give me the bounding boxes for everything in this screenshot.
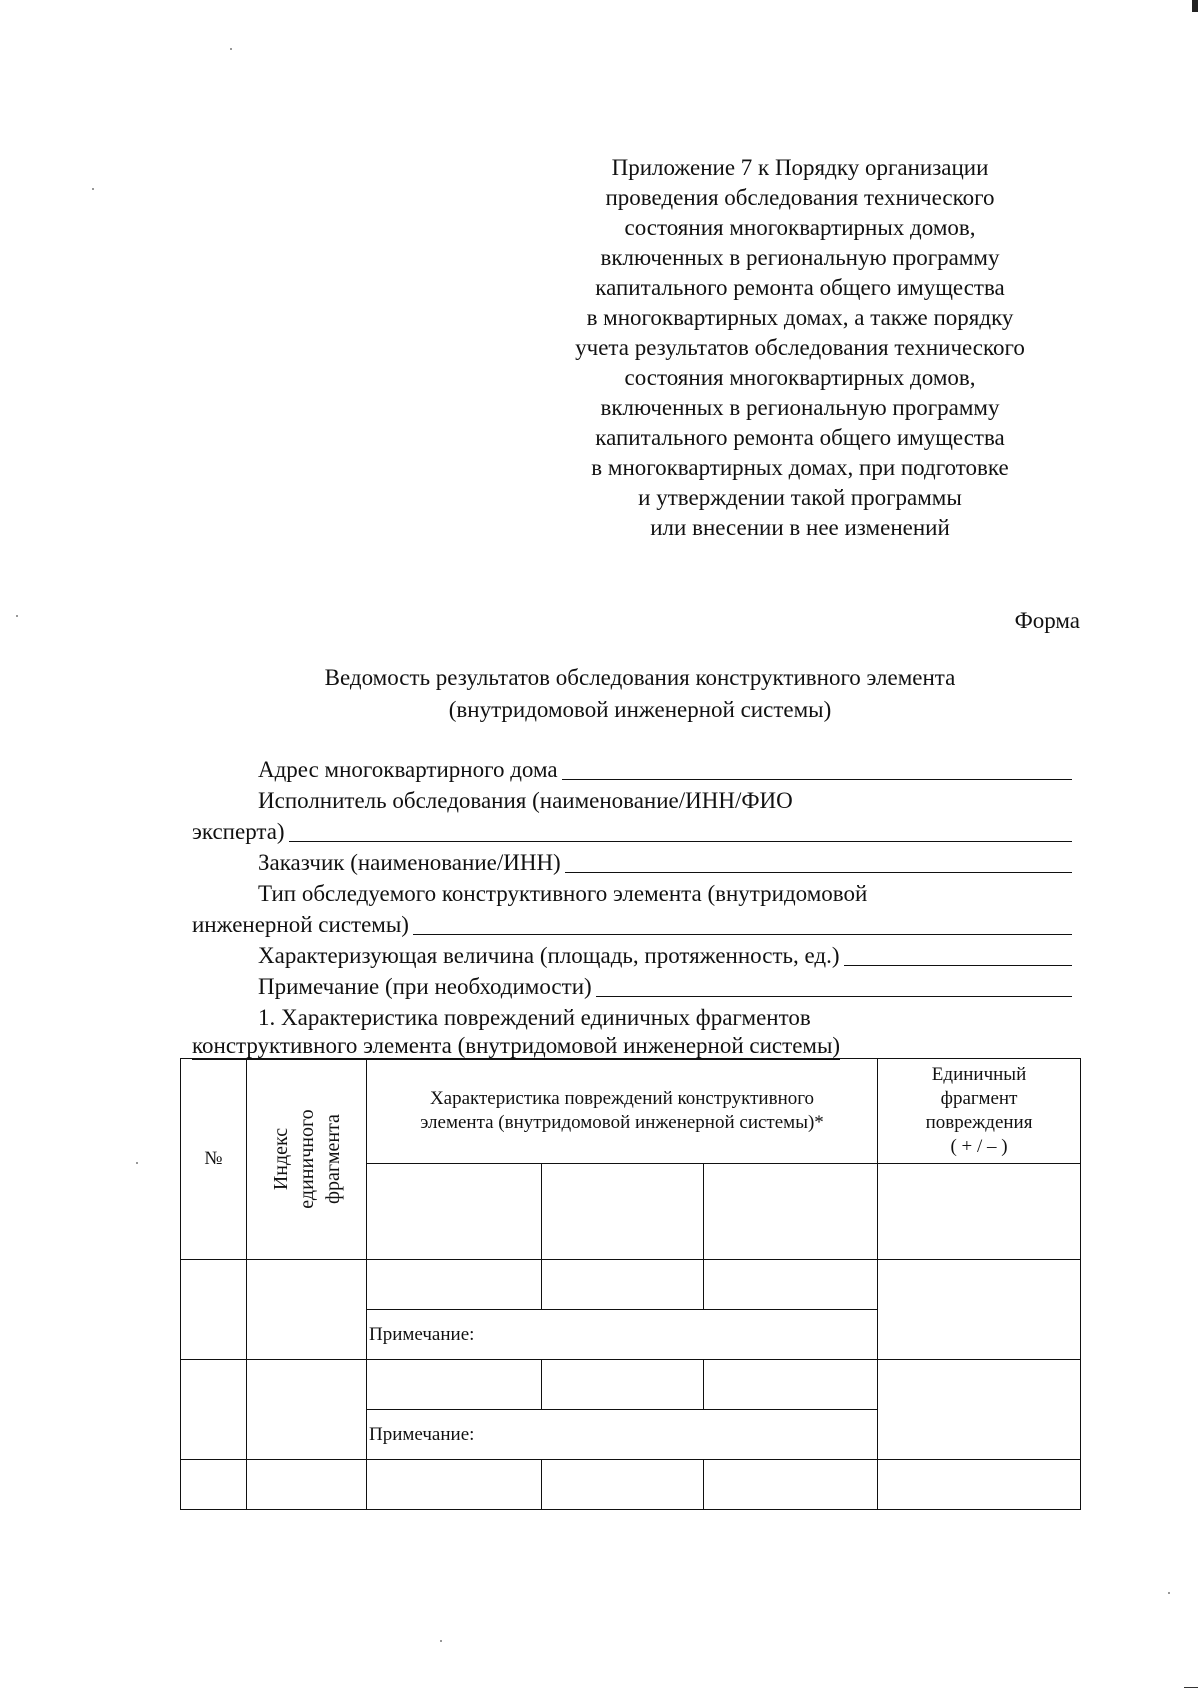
scan-speck <box>92 188 94 190</box>
appendix-line: включенных в региональную программу <box>600 245 1000 270</box>
appendix-line: состояния многоквартирных домов, <box>624 365 976 390</box>
number-header: № <box>204 1148 223 1169</box>
fragment-cell[interactable] <box>878 1460 1081 1510</box>
appendix-line: в многоквартирных домах, при подготовке <box>591 455 1009 480</box>
appendix-line: проведения обследования технического <box>605 185 995 210</box>
executor-blank-line[interactable] <box>289 819 1072 842</box>
type-field-row-2 <box>192 909 1072 940</box>
type-field-row-1 <box>192 878 1072 909</box>
characteristic-label: Характеризующая величина (площадь, протяженность, ед.) <box>258 943 840 968</box>
table-header-row <box>181 1059 1081 1164</box>
appendix-line: в многоквартирных домах, а также порядку <box>586 305 1014 330</box>
scan-speck <box>16 615 18 617</box>
title-line-2: (внутридомовой инженерной системы) <box>448 697 832 722</box>
damage-cell[interactable] <box>367 1460 542 1510</box>
damage-table <box>180 1058 1081 1510</box>
appendix-line: Приложение 7 к Порядку организации <box>611 155 989 180</box>
appendix-header <box>520 153 1080 543</box>
type-blank-line[interactable] <box>413 912 1072 935</box>
title-line-1: Ведомость результатов обследования конструктивного элемента <box>324 665 956 690</box>
damage-cell[interactable] <box>704 1260 878 1310</box>
fragment-cell[interactable] <box>878 1260 1081 1360</box>
index-cell[interactable] <box>247 1360 367 1460</box>
section1-heading-1: 1. Характеристика повреждений единичных фрагментов <box>258 1005 811 1030</box>
table-row <box>181 1460 1081 1510</box>
number-cell[interactable] <box>181 1260 247 1360</box>
executor-label-2: эксперта) <box>192 819 285 844</box>
address-field-row <box>192 754 1072 785</box>
damage-subcell[interactable] <box>704 1163 878 1259</box>
section1-heading-2: конструктивного элемента (внутридомовой инженерной системы) <box>192 1033 841 1058</box>
index-cell[interactable] <box>247 1260 367 1360</box>
damage-header-line-2: элемента (внутридомовой инженерной системы)* <box>420 1111 824 1133</box>
appendix-line: учета результатов обследования технического <box>575 335 1025 360</box>
table-row <box>181 1360 1081 1410</box>
executor-field-row-1 <box>192 785 1072 816</box>
fragment-subcell[interactable] <box>878 1163 1081 1259</box>
damage-cell[interactable] <box>367 1360 542 1410</box>
appendix-line: капитального ремонта общего имущества <box>595 425 1005 450</box>
index-cell[interactable] <box>247 1460 367 1510</box>
damage-cell[interactable] <box>704 1460 878 1510</box>
section1-heading-row-1 <box>192 1002 1072 1033</box>
form-label: Форма <box>1014 608 1080 633</box>
note-cell-label: Примечание: <box>369 1323 475 1345</box>
damage-subcell[interactable] <box>367 1163 542 1259</box>
appendix-line: состояния многоквартирных домов, <box>624 215 976 240</box>
damage-cell[interactable] <box>542 1260 704 1310</box>
executor-field-row-2 <box>192 816 1072 847</box>
fragment-header-cell: Единичный фрагмент повреждения ( + / – ) <box>878 1059 1081 1164</box>
scan-speck <box>136 1162 138 1164</box>
appendix-line: или внесении в нее изменений <box>650 515 950 540</box>
index-header: Индекс единичного фрагмента <box>269 1109 344 1209</box>
note-field-row <box>192 971 1072 1002</box>
characteristic-field-row <box>192 940 1072 971</box>
note-cell-label: Примечание: <box>369 1423 475 1445</box>
scan-edge-line <box>1184 1687 1198 1688</box>
damage-header-cell <box>367 1059 878 1164</box>
table-row <box>181 1260 1081 1310</box>
number-cell[interactable] <box>181 1360 247 1460</box>
fragment-cell[interactable] <box>878 1360 1081 1460</box>
customer-field-row <box>192 847 1072 878</box>
document-title <box>200 662 1080 726</box>
damage-cell[interactable] <box>704 1360 878 1410</box>
form-fields <box>192 754 1072 1064</box>
appendix-line: и утверждении такой программы <box>638 485 962 510</box>
note-blank-line[interactable] <box>596 974 1072 997</box>
damage-cell[interactable] <box>542 1360 704 1410</box>
number-cell[interactable] <box>181 1460 247 1510</box>
appendix-line: капитального ремонта общего имущества <box>595 275 1005 300</box>
type-label-1: Тип обследуемого конструктивного элемента (внутридомовой <box>258 881 868 906</box>
scan-speck <box>230 48 232 50</box>
scan-speck <box>1168 1592 1170 1594</box>
executor-label-1: Исполнитель обследования (наименование/ИНН/ФИО <box>258 788 793 813</box>
damage-cell[interactable] <box>367 1260 542 1310</box>
characteristic-blank-line[interactable] <box>844 943 1072 966</box>
address-blank-line[interactable] <box>562 757 1072 780</box>
customer-blank-line[interactable] <box>565 850 1072 873</box>
damage-header-line-1: Характеристика повреждений конструктивного <box>429 1087 815 1109</box>
note-label: Примечание (при необходимости) <box>258 974 592 999</box>
damage-subcell[interactable] <box>542 1163 704 1259</box>
damage-cell[interactable] <box>542 1460 704 1510</box>
scan-speck <box>440 1640 442 1642</box>
index-header-cell <box>247 1059 367 1260</box>
customer-label: Заказчик (наименование/ИНН) <box>258 850 561 875</box>
type-label-2: инженерной системы) <box>192 912 409 937</box>
note-cell[interactable] <box>367 1310 878 1360</box>
address-label: Адрес многоквартирного дома <box>258 757 558 782</box>
note-cell[interactable] <box>367 1410 878 1460</box>
appendix-line: включенных в региональную программу <box>600 395 1000 420</box>
scan-edge-mark <box>1192 0 1198 12</box>
number-header-cell <box>181 1059 247 1260</box>
